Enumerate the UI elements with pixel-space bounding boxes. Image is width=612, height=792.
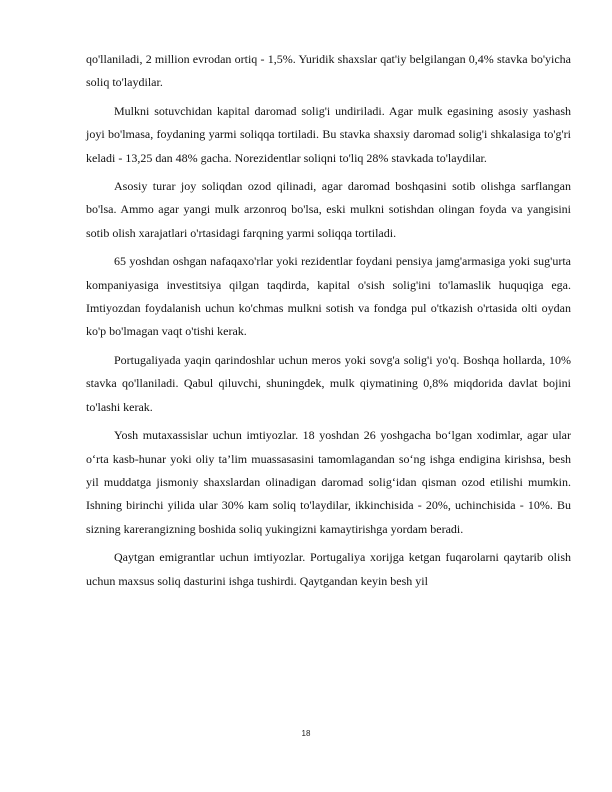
paragraph-pensioner-exemption: 65 yoshdan oshgan nafaqaxo'rlar yoki rezidentlar foydani pensiya jamg'armasiga yoki sug'urta kompaniyasiga investitsiya qilgan taqdirda, kapital o'sish solig'ini to'lamaslik huquqiga ega. Imtiyozdan foydalanish uchun ko'chmas mulkni sotish va fondga pul o'tkazish o'rtasida olti oydan ko'p bo'lmagan vaqt o'tishi kerak.: [86, 254, 571, 339]
paragraph-continuation-rates: qo'llaniladi, 2 million evrodan ortiq - 1,5%. Yuridik shaxslar qat'iy belgilangan 0,4% stavka bo'yicha soliq to'laydilar.: [86, 52, 571, 90]
paragraph-primary-residence-exemption: Asosiy turar joy soliqdan ozod qilinadi, agar daromad boshqasini sotib olishga sarflangan bo'lsa. Ammo agar yangi mulk arzonroq bo'lsa, eski mulkni sotishdan olingan foyda va yangisini sotib olish xarajatlari o'rtasidagi farqning yarmi soliqqa tortiladi.: [86, 179, 571, 240]
document-page: [86, 48, 571, 598]
paragraph-inheritance-gift-tax: Portugaliyada yaqin qarindoshlar uchun meros yoki sovg'a solig'i yo'q. Boshqa hollarda, 10% stavka qo'llaniladi. Qabul qiluvchi, shuningdek, mulk qiymatining 0,8% miqdorida davlat bojini to'lashi kerak.: [86, 352, 571, 414]
paragraph-young-specialists: Yosh mutaxassislar uchun imtiyozlar. 18 yoshdan 26 yoshgacha bo‘lgan xodimlar, agar ular o‘rta kasb-hunar yoki oliy ta’lim muassasasini tamomlagandan so‘ng ishga endigina kirishsa, besh yil muddatga jismoniy shaxslardan olinadigan daromad solig‘idan qisman ozod etilishi mumkin. Ishning birinchi yilida ular 30% kam soliq to'laydilar, ikkinchisida - 20%, uchinchisida - 10%. Bu sizning karerangizning boshida soliq yukingizni kamaytirishga yordam beradi.: [86, 428, 571, 536]
paragraph-capital-gains-tax: Mulkni sotuvchidan kapital daromad solig'i undiriladi. Agar mulk egasining asosiy yashash joyi bo'lmasa, foydaning yarmi soliqqa tortiladi. Bu stavka shaxsiy daromad solig'i shkalasiga to'g'ri keladi - 13,25 dan 48% gacha. Norezidentlar soliqni to'liq 28% stavkada to'laydilar.: [86, 103, 571, 165]
page-number: 18: [301, 729, 311, 738]
paragraph-returning-emigrants: Qaytgan emigrantlar uchun imtiyozlar. Portugaliya xorijga ketgan fuqarolarni qaytarib olish uchun maxsus soliq dasturini ishga tushirdi. Qaytgandan keyin besh yil: [86, 550, 571, 588]
